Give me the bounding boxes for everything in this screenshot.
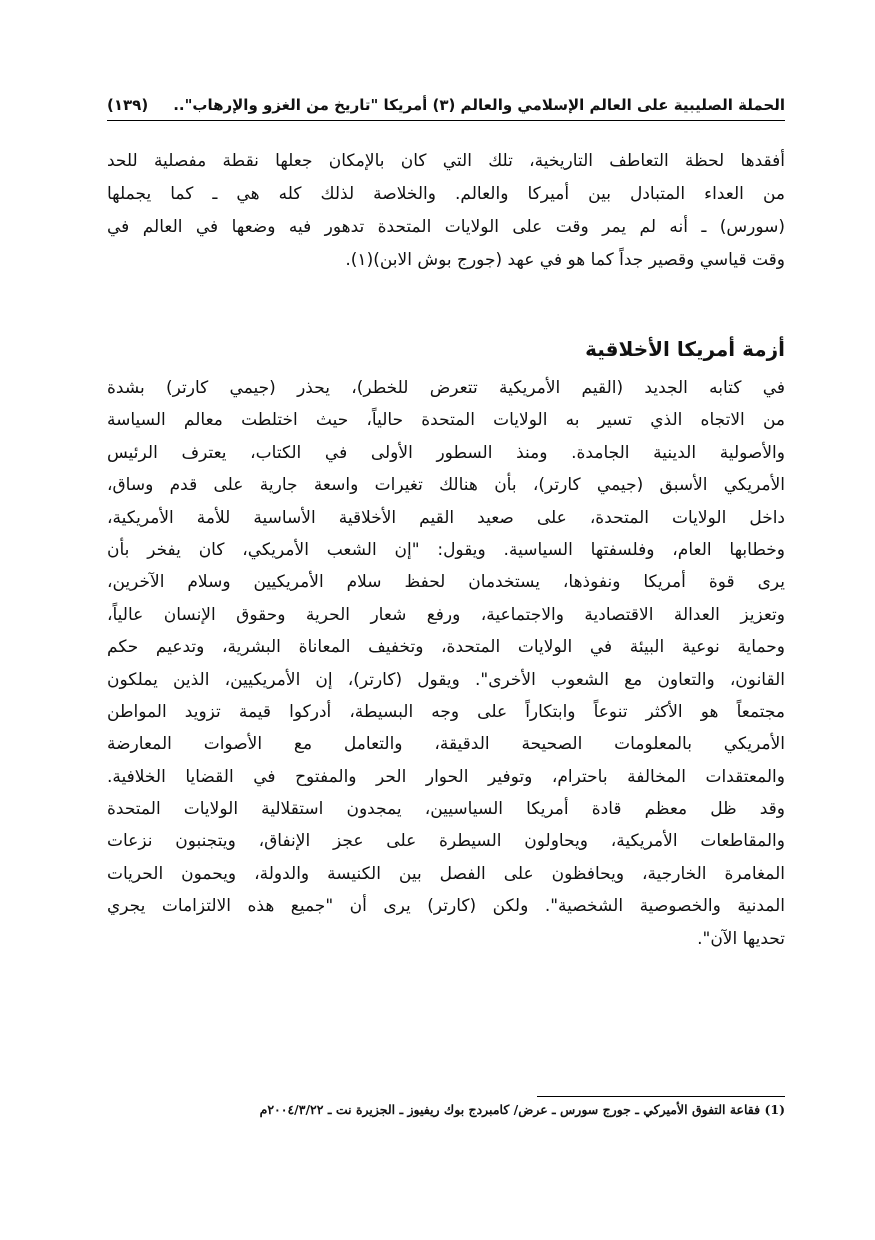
text-line: والأصولية الدينية الجامدة. ومنذ السطور الأولى في الكتاب، يعترف الرئيس bbox=[107, 442, 785, 463]
text-line: من الاتجاه الذي تسير به الولايات المتحدة حالياً، حيث اختلطت معالم السياسة bbox=[107, 410, 785, 431]
text-line: والمعتقدات المخالفة باحترام، وتوفير الحوار الحر والمفتوح في القضايا الخلافية. bbox=[107, 766, 785, 787]
text-line: وقت قياسي وقصير جداً كما هو في عهد (جورج بوش الابن)(١). bbox=[345, 250, 785, 270]
text-line: الأمريكي بالمعلومات الصحيحة الدقيقة، والتعامل مع الأصوات المعارضة bbox=[107, 734, 785, 755]
text-line: وتعزيز العدالة الاقتصادية والاجتماعية، ورفع شعار الحرية وحقوق الإنسان عالياً، bbox=[107, 604, 785, 625]
text-line: القانون، والتعاون مع الشعوب الأخرى". ويقول (كارتر)، إن الأمريكيين، الذين يملكون bbox=[107, 669, 785, 690]
page-number: (١٣٩) bbox=[107, 96, 149, 114]
footnote: (1) فقاعة التفوق الأميركي ـ جورج سورس ـ عرض/ كامبردج بوك ريفيوز ـ الجزيرة نت ـ ٢٠٠٤/٣/٢٢م bbox=[259, 1102, 785, 1117]
text-line: المدنية والخصوصية الشخصية". ولكن (كارتر) يرى أن "جميع هذه الالتزامات يجري bbox=[107, 896, 785, 917]
text-line: (سورس) ـ أنه لم يمر وقت على الولايات المتحدة تدهور فيه وضعها في العالم في bbox=[107, 217, 785, 237]
text-line: داخل الولايات المتحدة، على صعيد القيم الأخلاقية الأساسية للأمة الأمريكية، bbox=[107, 507, 785, 528]
text-line: وخطابها العام، وفلسفتها السياسية. ويقول: "إن الشعب الأمريكي، كان يفخر بأن bbox=[107, 539, 785, 560]
paragraph-2 bbox=[107, 372, 785, 955]
section-heading: أزمة أمريكا الأخلاقية bbox=[585, 337, 785, 361]
footnote-divider bbox=[537, 1096, 785, 1097]
text-line: تحديها الآن". bbox=[697, 928, 785, 949]
text-line: يرى قوة أمريكا ونفوذها، يستخدمان لحفظ سلام الأمريكيين وسلام الآخرين، bbox=[107, 572, 785, 593]
text-line: وحماية نوعية البيئة في الولايات المتحدة، وتخفيف المعاناة البشرية، وتدعيم حكم bbox=[107, 637, 785, 658]
running-header bbox=[107, 90, 785, 121]
text-line: في كتابه الجديد (القيم الأمريكية تتعرض للخطر)، يحذر (جيمي كارتر) بشدة bbox=[107, 378, 785, 398]
text-line: مجتمعاً هو الأكثر تنوعاً وابتكاراً على وجه البسيطة، أدركوا قيمة تزويد المواطن bbox=[107, 701, 785, 722]
text-line: وقد ظل معظم قادة أمريكا السياسيين، يمجدون استقلالية الولايات المتحدة bbox=[107, 799, 785, 820]
text-line: والمقاطعات الأمريكية، ويحاولون السيطرة على عجز الإنفاق، ويتجنبون نزعات bbox=[107, 831, 785, 852]
text-line: من العداء المتبادل بين أميركا والعالم. والخلاصة لذلك كله هي ـ كما يجملها bbox=[107, 184, 785, 204]
text-line: الأمريكي الأسبق (جيمي كارتر)، بأن هنالك تغيرات واسعة جارية على قدم وساق، bbox=[107, 475, 785, 496]
paragraph-1 bbox=[107, 145, 785, 277]
text-line: أفقدها لحظة التعاطف التاريخية، تلك التي كان بالإمكان جعلها نقطة مفصلية للحد bbox=[107, 151, 785, 171]
text-line: المغامرة الخارجية، ويحافظون على الفصل بين الكنيسة والدولة، ويحمون الحريات bbox=[107, 863, 785, 884]
header-title: الحملة الصليبية على العالم الإسلامي والعالم (٣) أمريكا "تاريخ من الغزو والإرهاب".. bbox=[173, 96, 785, 114]
